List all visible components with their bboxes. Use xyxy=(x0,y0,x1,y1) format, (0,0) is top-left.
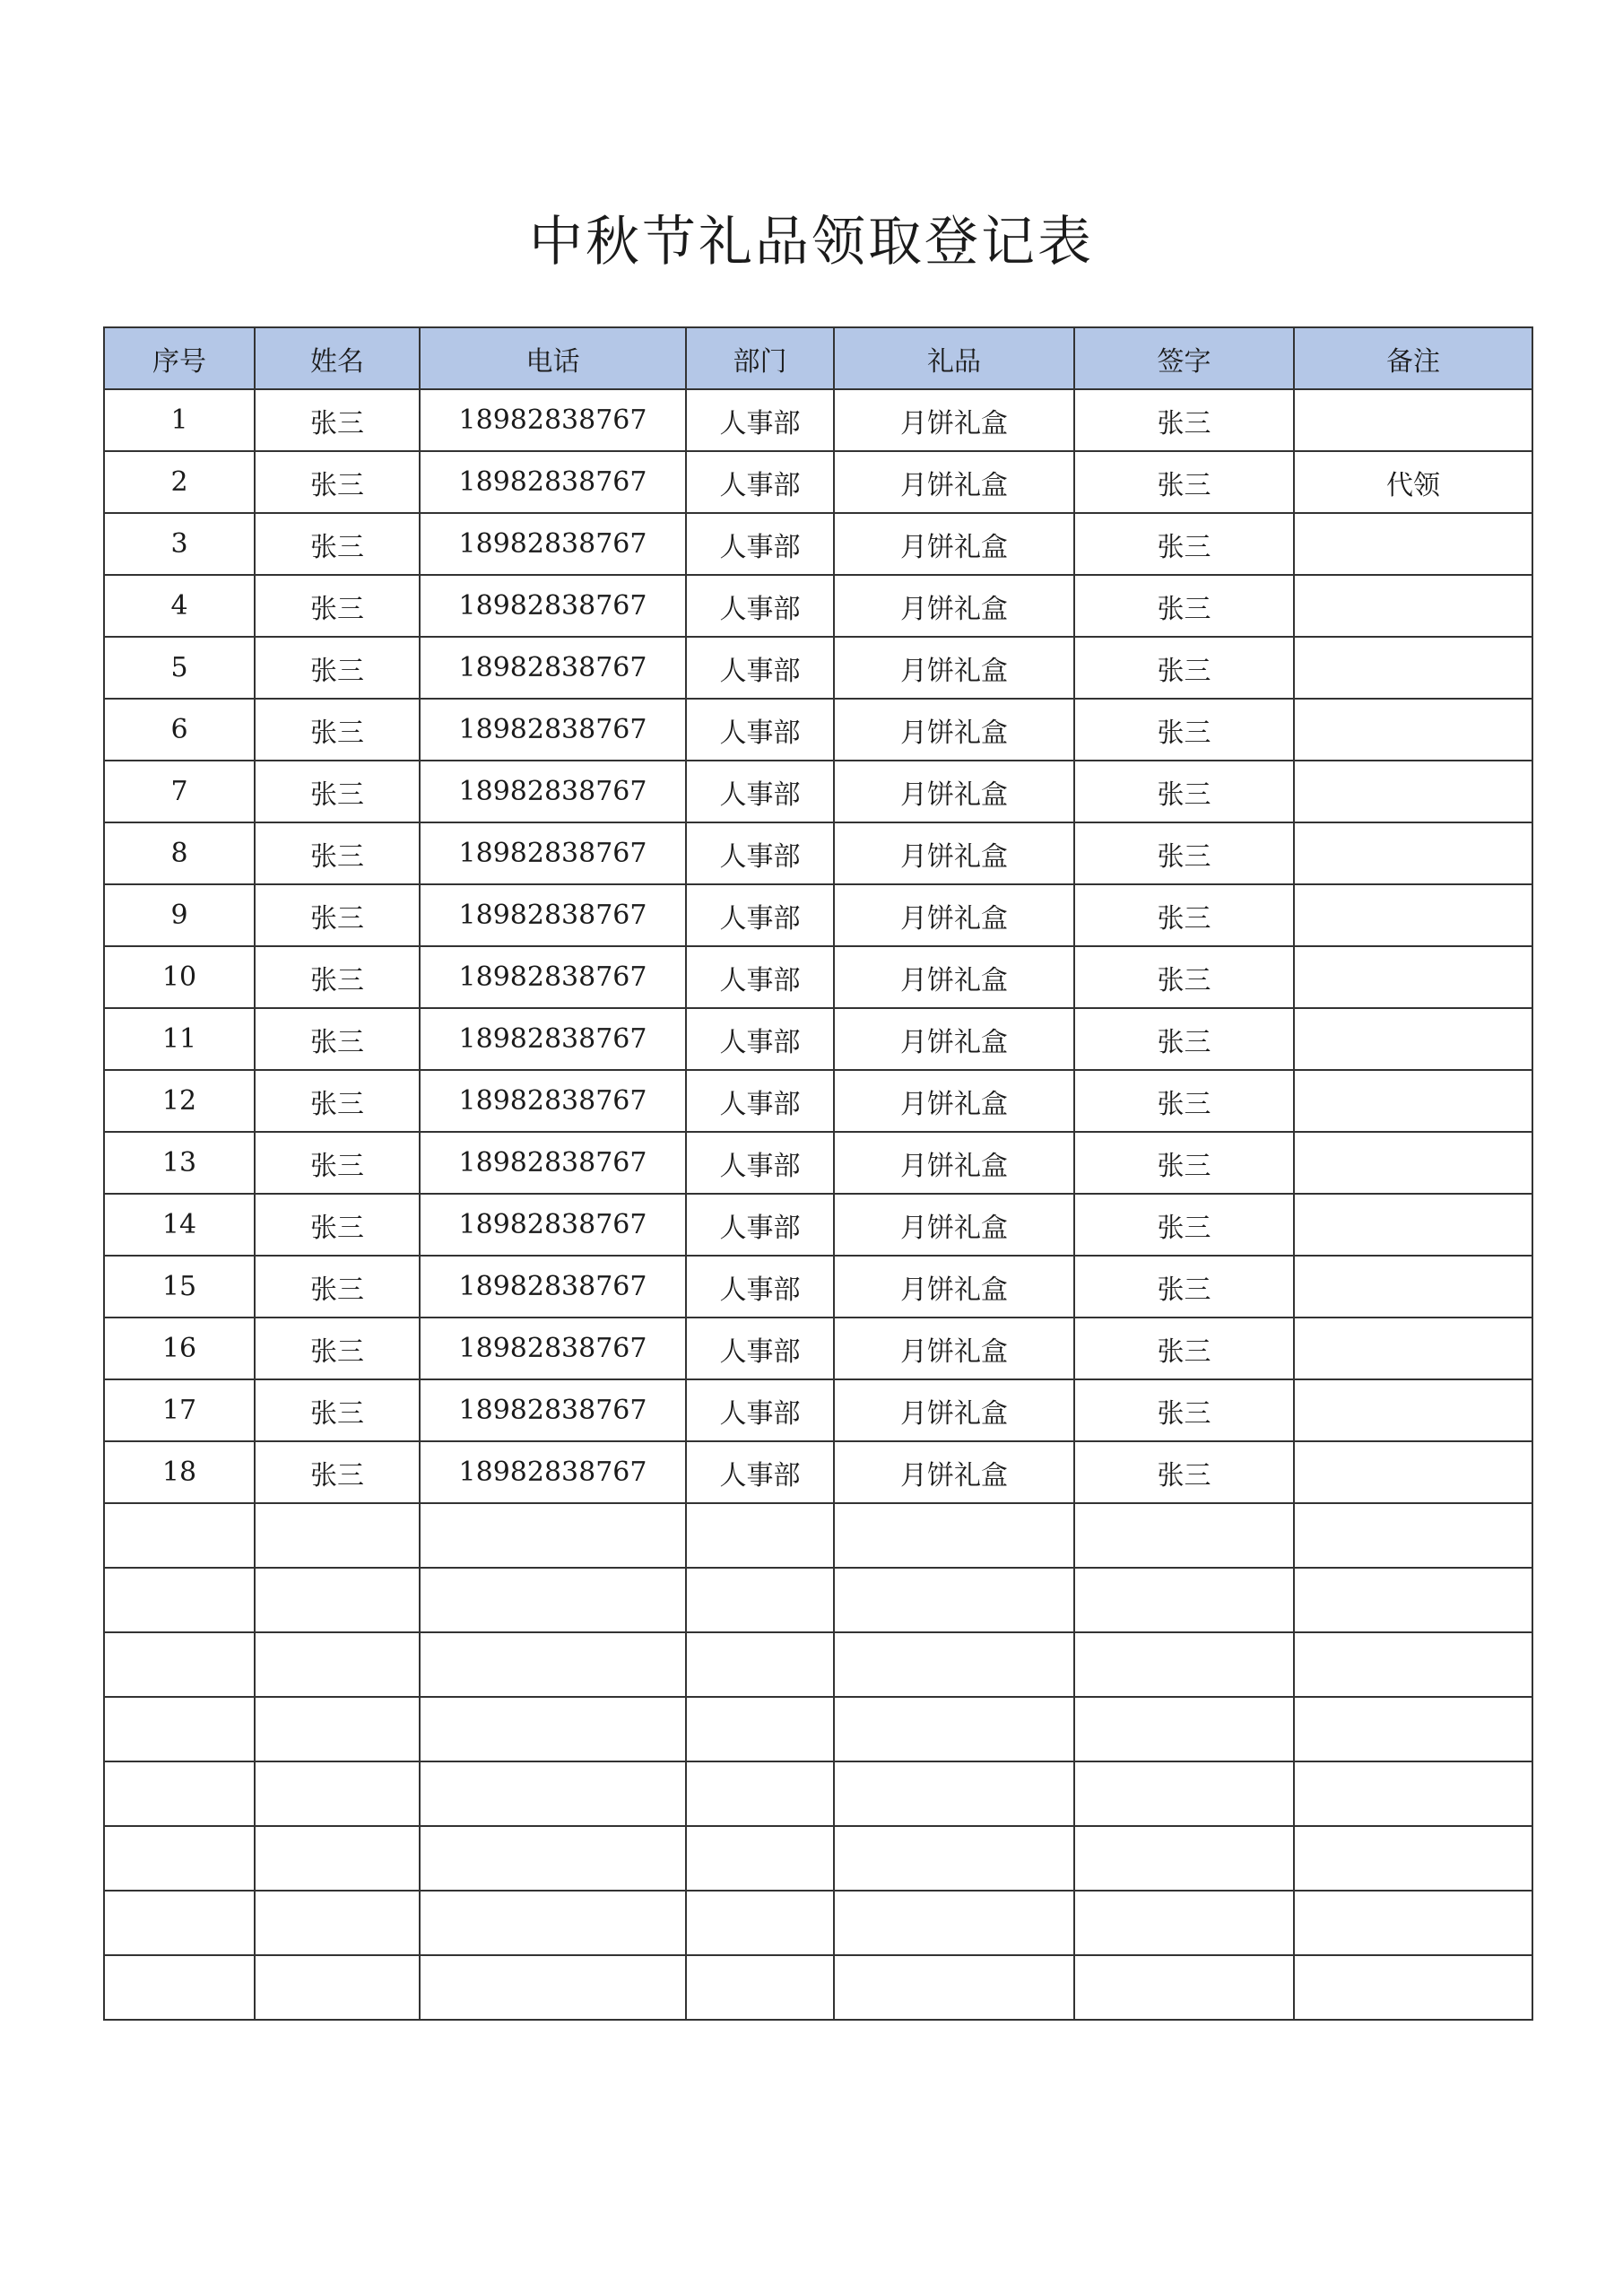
cell-phone: 18982838767 xyxy=(420,822,686,884)
cell-phone: 18982838767 xyxy=(420,451,686,513)
cell-number xyxy=(104,1503,255,1568)
table-row xyxy=(104,575,1532,637)
cell-gift: 月饼礼盒 xyxy=(834,1070,1074,1132)
cell-signature xyxy=(1074,1503,1294,1568)
cell-name: 张三 xyxy=(255,761,420,822)
empty-table-row xyxy=(104,1632,1532,1697)
cell-number: 1 xyxy=(104,389,255,451)
cell-gift: 月饼礼盒 xyxy=(834,1008,1074,1070)
cell-remarks xyxy=(1294,1379,1532,1441)
cell-name: 张三 xyxy=(255,946,420,1008)
cell-remarks xyxy=(1294,761,1532,822)
cell-gift: 月饼礼盒 xyxy=(834,1256,1074,1318)
cell-gift: 月饼礼盒 xyxy=(834,575,1074,637)
cell-number xyxy=(104,1955,255,2020)
table-row xyxy=(104,1379,1532,1441)
cell-number: 9 xyxy=(104,884,255,946)
cell-number: 3 xyxy=(104,513,255,575)
cell-department: 人事部 xyxy=(686,699,834,761)
cell-department: 人事部 xyxy=(686,513,834,575)
cell-name: 张三 xyxy=(255,1008,420,1070)
cell-number: 11 xyxy=(104,1008,255,1070)
cell-number xyxy=(104,1568,255,1632)
cell-phone: 18982838767 xyxy=(420,1132,686,1194)
cell-gift: 月饼礼盒 xyxy=(834,1379,1074,1441)
table-row xyxy=(104,1070,1532,1132)
cell-remarks xyxy=(1294,1070,1532,1132)
cell-name: 张三 xyxy=(255,637,420,699)
cell-name: 张三 xyxy=(255,1379,420,1441)
cell-phone xyxy=(420,1568,686,1632)
cell-phone: 18982838767 xyxy=(420,1379,686,1441)
cell-signature xyxy=(1074,1761,1294,1826)
cell-remarks xyxy=(1294,389,1532,451)
cell-signature: 张三 xyxy=(1074,451,1294,513)
cell-number: 12 xyxy=(104,1070,255,1132)
table-row xyxy=(104,1318,1532,1379)
cell-phone: 18982838767 xyxy=(420,389,686,451)
cell-gift: 月饼礼盒 xyxy=(834,1194,1074,1256)
table-body xyxy=(104,389,1532,2020)
cell-gift: 月饼礼盒 xyxy=(834,1441,1074,1503)
cell-signature: 张三 xyxy=(1074,1008,1294,1070)
cell-phone xyxy=(420,1955,686,2020)
table-row xyxy=(104,822,1532,884)
cell-department xyxy=(686,1568,834,1632)
cell-number: 18 xyxy=(104,1441,255,1503)
cell-number: 15 xyxy=(104,1256,255,1318)
cell-number xyxy=(104,1697,255,1761)
cell-gift: 月饼礼盒 xyxy=(834,451,1074,513)
cell-remarks xyxy=(1294,1008,1532,1070)
cell-number xyxy=(104,1826,255,1891)
column-header-signature: 签字 xyxy=(1074,327,1294,389)
cell-signature: 张三 xyxy=(1074,1070,1294,1132)
cell-name: 张三 xyxy=(255,1441,420,1503)
cell-remarks xyxy=(1294,1632,1532,1697)
cell-number: 5 xyxy=(104,637,255,699)
cell-remarks xyxy=(1294,884,1532,946)
cell-department: 人事部 xyxy=(686,389,834,451)
cell-number: 2 xyxy=(104,451,255,513)
cell-number: 8 xyxy=(104,822,255,884)
empty-table-row xyxy=(104,1568,1532,1632)
cell-phone xyxy=(420,1891,686,1955)
cell-gift: 月饼礼盒 xyxy=(834,946,1074,1008)
column-header-number: 序号 xyxy=(104,327,255,389)
cell-name: 张三 xyxy=(255,1070,420,1132)
cell-phone: 18982838767 xyxy=(420,1256,686,1318)
cell-department: 人事部 xyxy=(686,451,834,513)
cell-remarks xyxy=(1294,699,1532,761)
cell-phone: 18982838767 xyxy=(420,761,686,822)
cell-phone: 18982838767 xyxy=(420,884,686,946)
cell-gift: 月饼礼盒 xyxy=(834,637,1074,699)
cell-signature: 张三 xyxy=(1074,637,1294,699)
table-row xyxy=(104,451,1532,513)
cell-signature: 张三 xyxy=(1074,946,1294,1008)
cell-gift: 月饼礼盒 xyxy=(834,761,1074,822)
cell-number: 6 xyxy=(104,699,255,761)
column-header-gift: 礼品 xyxy=(834,327,1074,389)
cell-signature: 张三 xyxy=(1074,1379,1294,1441)
cell-signature: 张三 xyxy=(1074,822,1294,884)
cell-name: 张三 xyxy=(255,389,420,451)
cell-signature: 张三 xyxy=(1074,699,1294,761)
cell-remarks xyxy=(1294,1826,1532,1891)
empty-table-row xyxy=(104,1503,1532,1568)
cell-signature: 张三 xyxy=(1074,575,1294,637)
cell-phone xyxy=(420,1697,686,1761)
cell-signature: 张三 xyxy=(1074,1194,1294,1256)
cell-department: 人事部 xyxy=(686,1441,834,1503)
cell-phone: 18982838767 xyxy=(420,637,686,699)
cell-remarks xyxy=(1294,1761,1532,1826)
cell-phone: 18982838767 xyxy=(420,1318,686,1379)
cell-phone: 18982838767 xyxy=(420,1441,686,1503)
cell-department: 人事部 xyxy=(686,761,834,822)
cell-name: 张三 xyxy=(255,451,420,513)
cell-remarks xyxy=(1294,822,1532,884)
cell-number: 16 xyxy=(104,1318,255,1379)
cell-phone xyxy=(420,1632,686,1697)
cell-department xyxy=(686,1955,834,2020)
empty-table-row xyxy=(104,1955,1532,2020)
cell-number: 10 xyxy=(104,946,255,1008)
cell-phone xyxy=(420,1503,686,1568)
cell-name: 张三 xyxy=(255,1194,420,1256)
cell-remarks xyxy=(1294,1318,1532,1379)
cell-signature xyxy=(1074,1568,1294,1632)
cell-signature: 张三 xyxy=(1074,389,1294,451)
cell-remarks xyxy=(1294,1503,1532,1568)
cell-department xyxy=(686,1697,834,1761)
cell-department: 人事部 xyxy=(686,1132,834,1194)
cell-remarks: 代领 xyxy=(1294,451,1532,513)
cell-name: 张三 xyxy=(255,822,420,884)
cell-department: 人事部 xyxy=(686,1008,834,1070)
cell-signature: 张三 xyxy=(1074,513,1294,575)
column-header-phone: 电话 xyxy=(420,327,686,389)
cell-department xyxy=(686,1632,834,1697)
cell-name: 张三 xyxy=(255,699,420,761)
cell-name: 张三 xyxy=(255,884,420,946)
empty-table-row xyxy=(104,1826,1532,1891)
table-row xyxy=(104,699,1532,761)
cell-department xyxy=(686,1891,834,1955)
cell-phone: 18982838767 xyxy=(420,699,686,761)
cell-number: 13 xyxy=(104,1132,255,1194)
cell-signature xyxy=(1074,1891,1294,1955)
cell-number: 4 xyxy=(104,575,255,637)
cell-department: 人事部 xyxy=(686,1256,834,1318)
cell-signature: 张三 xyxy=(1074,1256,1294,1318)
cell-department xyxy=(686,1761,834,1826)
cell-phone: 18982838767 xyxy=(420,1194,686,1256)
table-row xyxy=(104,1194,1532,1256)
cell-number: 14 xyxy=(104,1194,255,1256)
cell-department: 人事部 xyxy=(686,1318,834,1379)
cell-department: 人事部 xyxy=(686,1379,834,1441)
cell-gift: 月饼礼盒 xyxy=(834,884,1074,946)
cell-remarks xyxy=(1294,637,1532,699)
cell-remarks xyxy=(1294,1568,1532,1632)
cell-gift: 月饼礼盒 xyxy=(834,699,1074,761)
cell-gift xyxy=(834,1826,1074,1891)
cell-remarks xyxy=(1294,513,1532,575)
cell-remarks xyxy=(1294,1955,1532,2020)
cell-signature xyxy=(1074,1955,1294,2020)
cell-signature xyxy=(1074,1632,1294,1697)
cell-name xyxy=(255,1568,420,1632)
page-title: 中秋节礼品领取登记表 xyxy=(529,211,1094,274)
cell-signature: 张三 xyxy=(1074,1441,1294,1503)
cell-name: 张三 xyxy=(255,513,420,575)
table-row xyxy=(104,1132,1532,1194)
cell-signature xyxy=(1074,1826,1294,1891)
cell-phone: 18982838767 xyxy=(420,513,686,575)
cell-signature: 张三 xyxy=(1074,1318,1294,1379)
cell-phone: 18982838767 xyxy=(420,1070,686,1132)
cell-remarks xyxy=(1294,946,1532,1008)
cell-signature xyxy=(1074,1697,1294,1761)
cell-name: 张三 xyxy=(255,1318,420,1379)
cell-number xyxy=(104,1761,255,1826)
cell-gift: 月饼礼盒 xyxy=(834,1132,1074,1194)
cell-department xyxy=(686,1826,834,1891)
empty-table-row xyxy=(104,1761,1532,1826)
table-row xyxy=(104,637,1532,699)
cell-department: 人事部 xyxy=(686,884,834,946)
cell-name xyxy=(255,1632,420,1697)
column-header-name: 姓名 xyxy=(255,327,420,389)
table-row xyxy=(104,1008,1532,1070)
cell-gift xyxy=(834,1955,1074,2020)
cell-department: 人事部 xyxy=(686,1070,834,1132)
table-row xyxy=(104,761,1532,822)
column-header-department: 部门 xyxy=(686,327,834,389)
cell-remarks xyxy=(1294,1441,1532,1503)
cell-gift: 月饼礼盒 xyxy=(834,822,1074,884)
cell-gift: 月饼礼盒 xyxy=(834,1318,1074,1379)
cell-department: 人事部 xyxy=(686,575,834,637)
cell-phone xyxy=(420,1761,686,1826)
gift-register-table xyxy=(103,326,1533,2021)
cell-signature: 张三 xyxy=(1074,884,1294,946)
cell-name: 张三 xyxy=(255,1256,420,1318)
cell-phone: 18982838767 xyxy=(420,1008,686,1070)
table-row xyxy=(104,1441,1532,1503)
empty-table-row xyxy=(104,1697,1532,1761)
table-row xyxy=(104,946,1532,1008)
column-header-remarks: 备注 xyxy=(1294,327,1532,389)
cell-remarks xyxy=(1294,575,1532,637)
cell-remarks xyxy=(1294,1256,1532,1318)
cell-gift xyxy=(834,1503,1074,1568)
empty-table-row xyxy=(104,1891,1532,1955)
table-row xyxy=(104,513,1532,575)
cell-name xyxy=(255,1697,420,1761)
cell-gift: 月饼礼盒 xyxy=(834,513,1074,575)
cell-department: 人事部 xyxy=(686,822,834,884)
table-header xyxy=(104,327,1532,389)
cell-department: 人事部 xyxy=(686,1194,834,1256)
cell-signature: 张三 xyxy=(1074,761,1294,822)
cell-remarks xyxy=(1294,1697,1532,1761)
cell-number xyxy=(104,1632,255,1697)
cell-number xyxy=(104,1891,255,1955)
cell-name xyxy=(255,1503,420,1568)
header-row xyxy=(104,327,1532,389)
cell-gift xyxy=(834,1697,1074,1761)
cell-name: 张三 xyxy=(255,1132,420,1194)
cell-phone: 18982838767 xyxy=(420,575,686,637)
table-row xyxy=(104,1256,1532,1318)
cell-gift xyxy=(834,1761,1074,1826)
cell-department: 人事部 xyxy=(686,946,834,1008)
cell-remarks xyxy=(1294,1891,1532,1955)
cell-gift xyxy=(834,1891,1074,1955)
cell-department: 人事部 xyxy=(686,637,834,699)
cell-gift xyxy=(834,1632,1074,1697)
cell-gift xyxy=(834,1568,1074,1632)
cell-phone: 18982838767 xyxy=(420,946,686,1008)
cell-number: 17 xyxy=(104,1379,255,1441)
cell-department xyxy=(686,1503,834,1568)
cell-signature: 张三 xyxy=(1074,1132,1294,1194)
cell-remarks xyxy=(1294,1194,1532,1256)
cell-number: 7 xyxy=(104,761,255,822)
cell-name: 张三 xyxy=(255,575,420,637)
table-row xyxy=(104,884,1532,946)
cell-name xyxy=(255,1955,420,2020)
cell-name xyxy=(255,1826,420,1891)
table-row xyxy=(104,389,1532,451)
cell-name xyxy=(255,1891,420,1955)
cell-remarks xyxy=(1294,1132,1532,1194)
cell-gift: 月饼礼盒 xyxy=(834,389,1074,451)
cell-name xyxy=(255,1761,420,1826)
cell-phone xyxy=(420,1826,686,1891)
